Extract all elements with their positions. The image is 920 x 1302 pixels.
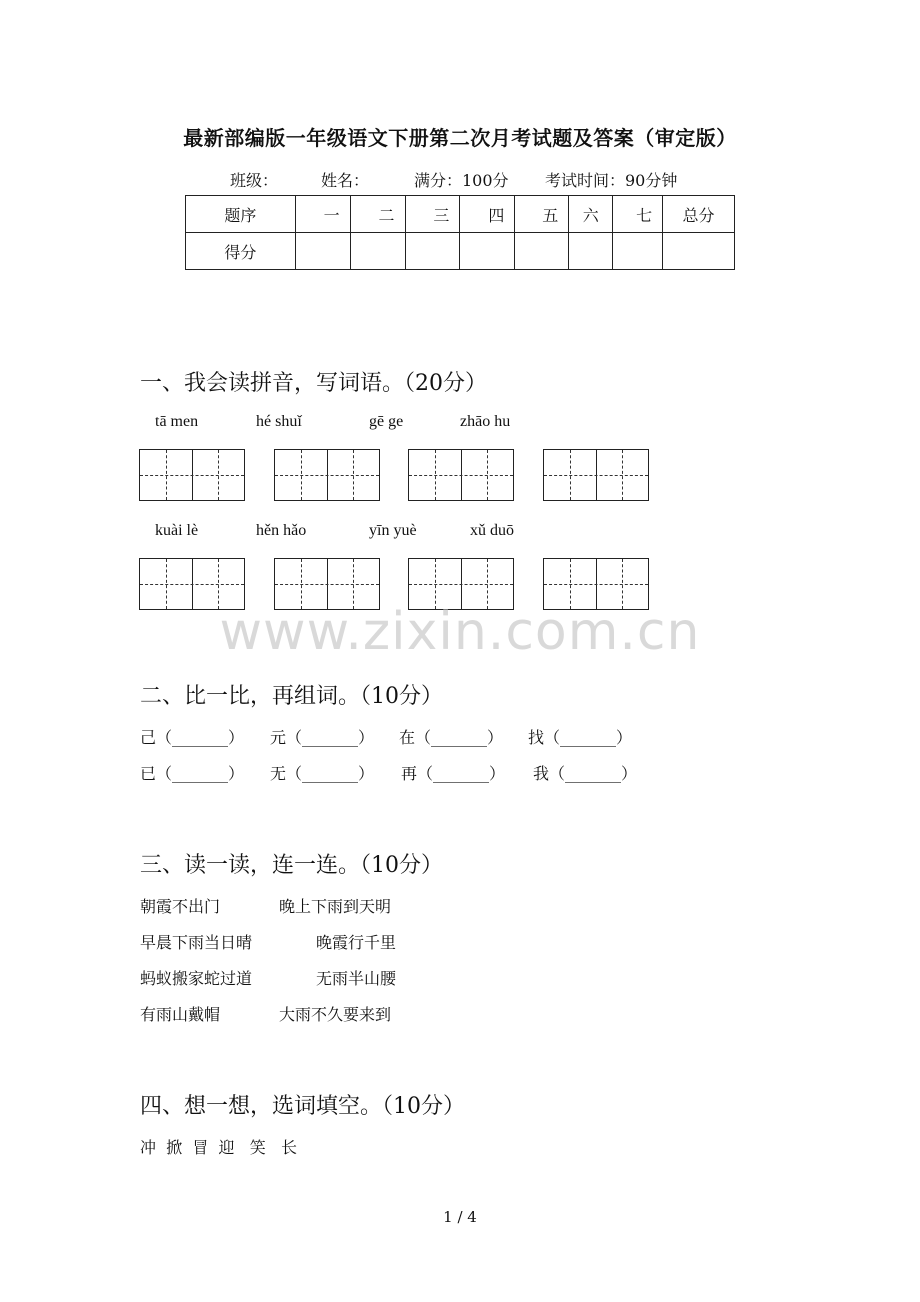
pinyin-label: xǔ duō	[470, 522, 514, 539]
name-label: 姓名：	[321, 171, 370, 190]
exam-time: 考试时间：90分钟	[545, 171, 678, 190]
score-table-score-row	[186, 233, 735, 270]
compare-item[interactable]: 我（_______）	[533, 764, 638, 783]
writing-grid[interactable]	[274, 449, 380, 501]
score-table-header-row	[186, 196, 735, 233]
score-input-cell[interactable]	[460, 233, 515, 270]
pinyin-label: yīn yuè	[369, 522, 417, 539]
table-cell: 题序	[186, 196, 296, 233]
score-table	[185, 195, 735, 270]
score-input-cell[interactable]	[515, 233, 569, 270]
table-cell: 五	[515, 196, 569, 233]
compare-item[interactable]: 再（_______）	[401, 764, 506, 783]
score-input-cell[interactable]	[663, 233, 735, 270]
table-cell: 六	[569, 196, 613, 233]
table-cell: 一	[295, 196, 350, 233]
proverb-left[interactable]: 蚂蚁搬家蛇过道	[140, 969, 253, 988]
proverb-left[interactable]: 朝霞不出门	[140, 897, 221, 916]
table-cell: 总分	[663, 196, 735, 233]
proverb-right[interactable]: 晚霞行千里	[316, 933, 397, 952]
proverb-right[interactable]: 大雨不久要来到	[279, 1005, 392, 1024]
proverb-left[interactable]: 有雨山戴帽	[140, 1005, 221, 1024]
page-number: 1 / 4	[443, 1208, 477, 1226]
writing-grid[interactable]	[408, 449, 514, 501]
table-cell: 三	[405, 196, 460, 233]
word-choices: 冲 掀 冒 迎 笑 长	[140, 1138, 298, 1157]
score-input-cell[interactable]	[613, 233, 663, 270]
score-input-cell[interactable]	[295, 233, 350, 270]
table-cell: 四	[460, 196, 515, 233]
proverb-left[interactable]: 早晨下雨当日晴	[140, 933, 253, 952]
pinyin-label: hé shuǐ	[256, 413, 302, 430]
page-title: 最新部编版一年级语文下册第二次月考试题及答案（审定版）	[183, 126, 737, 150]
compare-item[interactable]: 无（_______）	[270, 764, 375, 783]
compare-item[interactable]: 在（_______）	[399, 728, 504, 747]
writing-grid[interactable]	[543, 449, 649, 501]
table-cell: 二	[350, 196, 405, 233]
section1-heading: 一、我会读拼音，写词语。（20分）	[140, 371, 487, 396]
score-input-cell[interactable]	[350, 233, 405, 270]
pinyin-label: gē ge	[369, 413, 404, 430]
compare-item[interactable]: 己（_______）	[140, 728, 245, 747]
section4-heading: 四、想一想，选词填空。（10分）	[140, 1094, 465, 1119]
table-cell: 得分	[186, 233, 296, 270]
compare-item[interactable]: 已（_______）	[140, 764, 245, 783]
section2-heading: 二、比一比，再组词。（10分）	[140, 684, 443, 709]
proverb-right[interactable]: 晚上下雨到天明	[279, 897, 392, 916]
score-input-cell[interactable]	[569, 233, 613, 270]
watermark: www.zixin.com.cn	[219, 602, 701, 662]
compare-item[interactable]: 元（_______）	[270, 728, 375, 747]
score-input-cell[interactable]	[405, 233, 460, 270]
section3-heading: 三、读一读，连一连。（10分）	[140, 853, 443, 878]
table-cell: 七	[613, 196, 663, 233]
pinyin-label: zhāo hu	[460, 413, 511, 430]
pinyin-label: hěn hǎo	[256, 522, 307, 539]
compare-item[interactable]: 找（_______）	[528, 728, 633, 747]
pinyin-label: tā men	[155, 413, 199, 430]
writing-grid[interactable]	[139, 449, 245, 501]
proverb-right[interactable]: 无雨半山腰	[316, 969, 397, 988]
pinyin-label: kuài lè	[155, 522, 199, 539]
full-score: 满分：100分	[414, 171, 509, 190]
class-label: 班级：	[230, 171, 279, 190]
